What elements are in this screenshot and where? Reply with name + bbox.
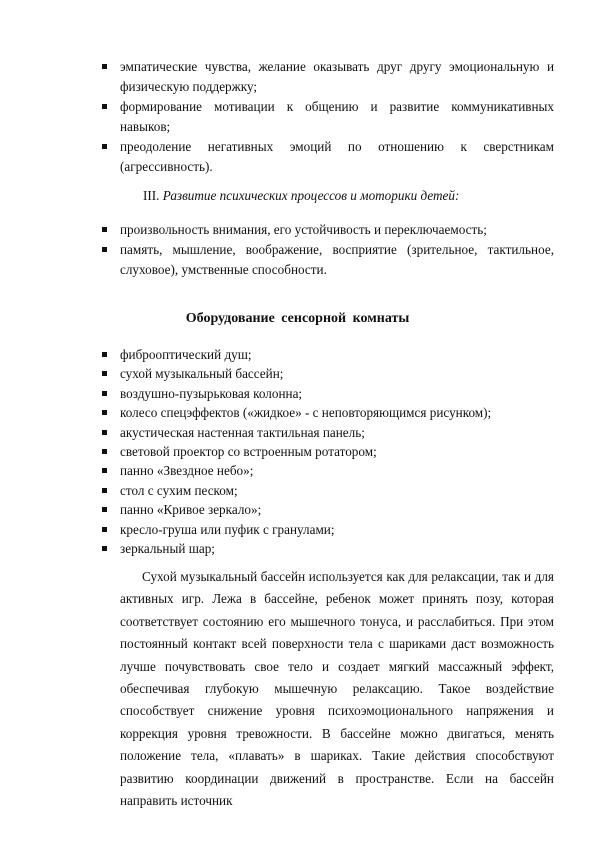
- list-item-text: память, мышление, воображение, восприятие (зрительное, тактильное, слуховое), умственные способности.: [120, 242, 554, 277]
- list-item: [0, 137, 554, 177]
- bullet-icon: [102, 468, 107, 473]
- list-item: [0, 345, 554, 364]
- list-item: [0, 57, 554, 97]
- bullet-icon: [102, 247, 107, 252]
- bullet-icon: [102, 104, 107, 109]
- list-item-text: акустическая настенная тактильная панель;: [120, 424, 365, 440]
- list-item-text: воздушно-пузырьковая колонна;: [120, 385, 303, 401]
- body-paragraph: [120, 566, 554, 812]
- list-item: [0, 442, 554, 461]
- list-item: [0, 461, 554, 480]
- list-item-text: панно «Звездное небо»;: [120, 463, 254, 479]
- list-item-text: формирование мотивации к общению и развитие коммуникативных навыков;: [120, 99, 554, 134]
- bullet-icon: [102, 430, 107, 435]
- bullet-icon: [102, 410, 107, 415]
- list-item: [0, 97, 554, 137]
- bullet-icon: [102, 371, 107, 376]
- bullet-icon: [102, 488, 107, 493]
- list-item-text: зеркальный шар;: [120, 541, 215, 557]
- list-item: [0, 364, 554, 383]
- list-item-text: колесо спецэффектов («жидкое» - с неповторяющимся рисунком);: [120, 405, 492, 421]
- list-item-text: световой проектор со встроенным ротатором;: [120, 444, 377, 460]
- bullet-icon: [102, 546, 107, 551]
- bullet-icon: [102, 507, 107, 512]
- list-item-text: панно «Кривое зеркало»;: [120, 502, 262, 518]
- section-heading: [143, 186, 459, 206]
- bullet-icon: [102, 352, 107, 357]
- page-title: Оборудование сенсорной комнаты: [185, 311, 410, 326]
- list-item-text: фиброоптический душ;: [120, 347, 252, 362]
- bullet-icon: [102, 227, 107, 232]
- goals-list-cognitive: [0, 220, 554, 280]
- goals-list-emotional: [0, 57, 554, 177]
- section-number: III.: [143, 188, 160, 203]
- section-title: Развитие психических процессов и моторики детей:: [162, 188, 460, 203]
- list-item-text: эмпатические чувства, желание оказывать друг другу эмоциональную и физическую поддержку;: [120, 59, 554, 94]
- bullet-icon: [102, 64, 107, 69]
- paragraph-text: Сухой музыкальный бассейн используется как для релаксации, так и для активных игр. Лежа в бассейне, ребенок может принять позу, которая соответствует состоянию его мышечного тонуса, и расслабиться. При этом постоянный контакт всей поверхности тела с шариками даст возможность лучше почувствовать свое тело и создает мягкий массажный эффект, обеспечивая глубокую мышечную релаксацию. Такое воздействие способствует снижение уровня психоэмоционального напряжения и коррекция уровня тревожности. В бассейне можно двигаться, менять положение тела, «плавать» в шариках. Такие действия способствуют развитию координации движений в пространстве. Если на бассейн направить источник: [120, 569, 554, 809]
- list-item-text: сухой музыкальный бассейн;: [120, 366, 284, 382]
- bullet-icon: [102, 144, 107, 149]
- list-item: [0, 384, 554, 403]
- list-item: [0, 520, 554, 539]
- list-item: [0, 240, 554, 280]
- list-item: [0, 403, 554, 422]
- list-item: [0, 423, 554, 442]
- list-item: [0, 481, 554, 500]
- list-item-text: преодоление негативных эмоций по отношению к сверстникам (агрессивность).: [120, 139, 554, 174]
- bullet-icon: [102, 527, 107, 532]
- list-item-text: стол с сухим песком;: [120, 482, 238, 498]
- list-item: [0, 500, 554, 519]
- bullet-icon: [102, 391, 107, 396]
- list-item-text: кресло-груша или пуфик с гранулами;: [120, 521, 335, 537]
- equipment-list: [0, 345, 554, 558]
- list-item-text: произвольность внимания, его устойчивость и переключаемость;: [120, 222, 487, 237]
- bullet-icon: [102, 449, 107, 454]
- list-item: [0, 220, 554, 240]
- list-item: [0, 539, 554, 558]
